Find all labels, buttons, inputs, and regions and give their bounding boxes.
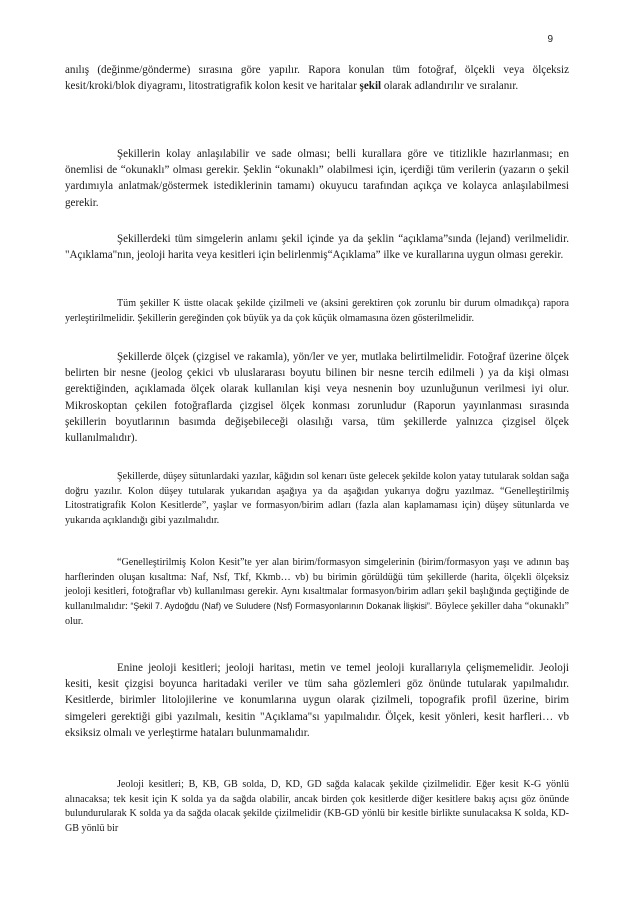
page-number: 9 <box>547 34 553 45</box>
paragraph-7-text-c: Böylece şekiller daha “okunaklı” olur. <box>65 601 569 627</box>
paragraph-3: Şekillerdeki tüm simgelerin anlamı şekil içinde ya da şeklin “açıklama”sında (lejand) verilmelidir. "Açıklama"nın, jeoloji harita veya kesitleri için belirlenmiş“Açıklama” ilke ve kurallarına uygun olması gerekir. <box>65 233 569 262</box>
paragraph-4: Tüm şekiller K üstte olacak şekilde çizilmeli ve (aksini gerektiren çok zorunlu bir durum olmadıkça) rapora yerleştirilmelidir. Şekillerin gereğinden çok büyük ya da çok küçük olmamasına özen gösterilmelidir. <box>65 298 569 324</box>
paragraph-8: Enine jeoloji kesitleri; jeoloji haritası, metin ve temel jeoloji kurallarıyla çelişmemelidir. Jeoloji kesiti, kesit çizgisi boyunca haritadaki veriler ve tüm saha gözlemleri göz önünde tutularak yapılmalıdır. Kesitlerde, birimler litolojilerine ve konumlarına uygun olarak çizilmeli, topografik profil üzerine, birim simgeleri gerektiği gibi yazılmalı, kesitin "Açıklama"sı yapılmalıdır. Ölçek, kesit yönleri, kesit harfleri… vb eksiksiz olmalı ve yerleştirme hataları bulunmamalıdır. <box>65 662 569 739</box>
paragraph-7 <box>65 556 569 630</box>
paragraph-1-text-c: olarak adlandırılır ve sıralanır. <box>381 80 519 93</box>
paragraph-1-bold-term: şekil <box>359 80 382 93</box>
paragraph-1-text-a: anılış (değinme/gönderme) sırasına göre yapılır. Rapora konulan tüm fotoğraf, ölçekli veya ölçeksiz kesit/kroki/blok diyagramı, litostratigrafik kolon kesit ve haritalar <box>65 64 569 93</box>
paragraph-9: Jeoloji kesitleri; B, KB, GB solda, D, KD, GD sağda kalacak şekilde çizilmelidir. Eğer kesit K-G yönlü alınacaksa; tek kesit için K solda ya da sağda olabilir, ancak birden çok kesitlerde diğer kesitlere bakış açısı göz önünde bulundurularak K solda ya da sağda olacak şekilde çizilmelidir (KB-GD yönlü bir kesitle birlikte sunulacaksa K solda, KD-GB yönlü bir <box>65 779 569 835</box>
paragraph-7-text-a: “Genelleştirilmiş Kolon Kesit”te yer alan birim/formasyon simgelerinin (birim/formasyon yaşı ve adının baş harflerinden oluşan kısaltma: Naf, Nsf, Tkf, Kkmb… vb) bu birimin görüldüğü tüm şekillerde (harita, ölçekli ölçeksiz jeoloji kesitleri, fotoğraflar vb) kullanılması gerekir. Aynı kısaltmalar formasyon/birim adları şekil başlığında geçtiğinde de kullanılmalıdır: <box>65 557 569 613</box>
paragraph-6: Şekillerde, düşey sütunlardaki yazılar, kâğıdın sol kenarı üste gelecek şekilde kolon yatay tutularak soldan sağa doğru yazılır. Kolon düşey tutularak yukarıdan aşağıya ya da aşağıdan yukarıya doğru yazılmaz. “Genelleştirilmiş Litostratigrafik Kolon Kesitlerde”, yaşlar ve formasyon/birim adları (fazla alan kaplamaması için) düşey sütunlarda ve yukarıda açıklandığı gibi yazılmalıdır. <box>65 471 569 527</box>
paragraph-2: Şekillerin kolay anlaşılabilir ve sade olması; belli kurallara göre ve titizlikle hazırlanması; en önemlisi de “okunaklı” olması gerekir. Şeklin “okunaklı” olabilmesi için, içerdiği tüm verilerin (yazarın o şekil yardımıyla anlatmak/göstermek istediklerinin tamamı) okuyucu tarafından açıkça ve kolayca anlaşılabilmesi gerekir. <box>65 148 569 209</box>
paragraph-5: Şekillerde ölçek (çizgisel ve rakamla), yön/ler ve yer, mutlaka belirtilmelidir. Fotoğraf üzerine ölçek belirten bir nesne (jeolog çekici vb uluslararası boyutu bilinen bir nesne tercih edilmeli ) ya da kişi olması gerektiğinden, açıklamada ölçek olarak kullanılan kişi veya nesnenin boy uzunluğunun verilmesi iyi olur. Mikroskoptan çekilen fotoğraflarda çizgisel ölçek konması zorunludur (Raporun yayınlanması sırasında şekillerin boyutlarının basımda değişebileceği olasılığı varsa, tüm şekillerde yalnızca çizgisel ölçek kullanılmalıdır). <box>65 351 569 444</box>
paragraph-1 <box>65 62 569 94</box>
figure-caption-example: “Şekil 7. Aydoğdu (Naf) ve Suludere (Nsf) Formasyonlarının Dokanak İlişkisi”. <box>130 601 433 612</box>
